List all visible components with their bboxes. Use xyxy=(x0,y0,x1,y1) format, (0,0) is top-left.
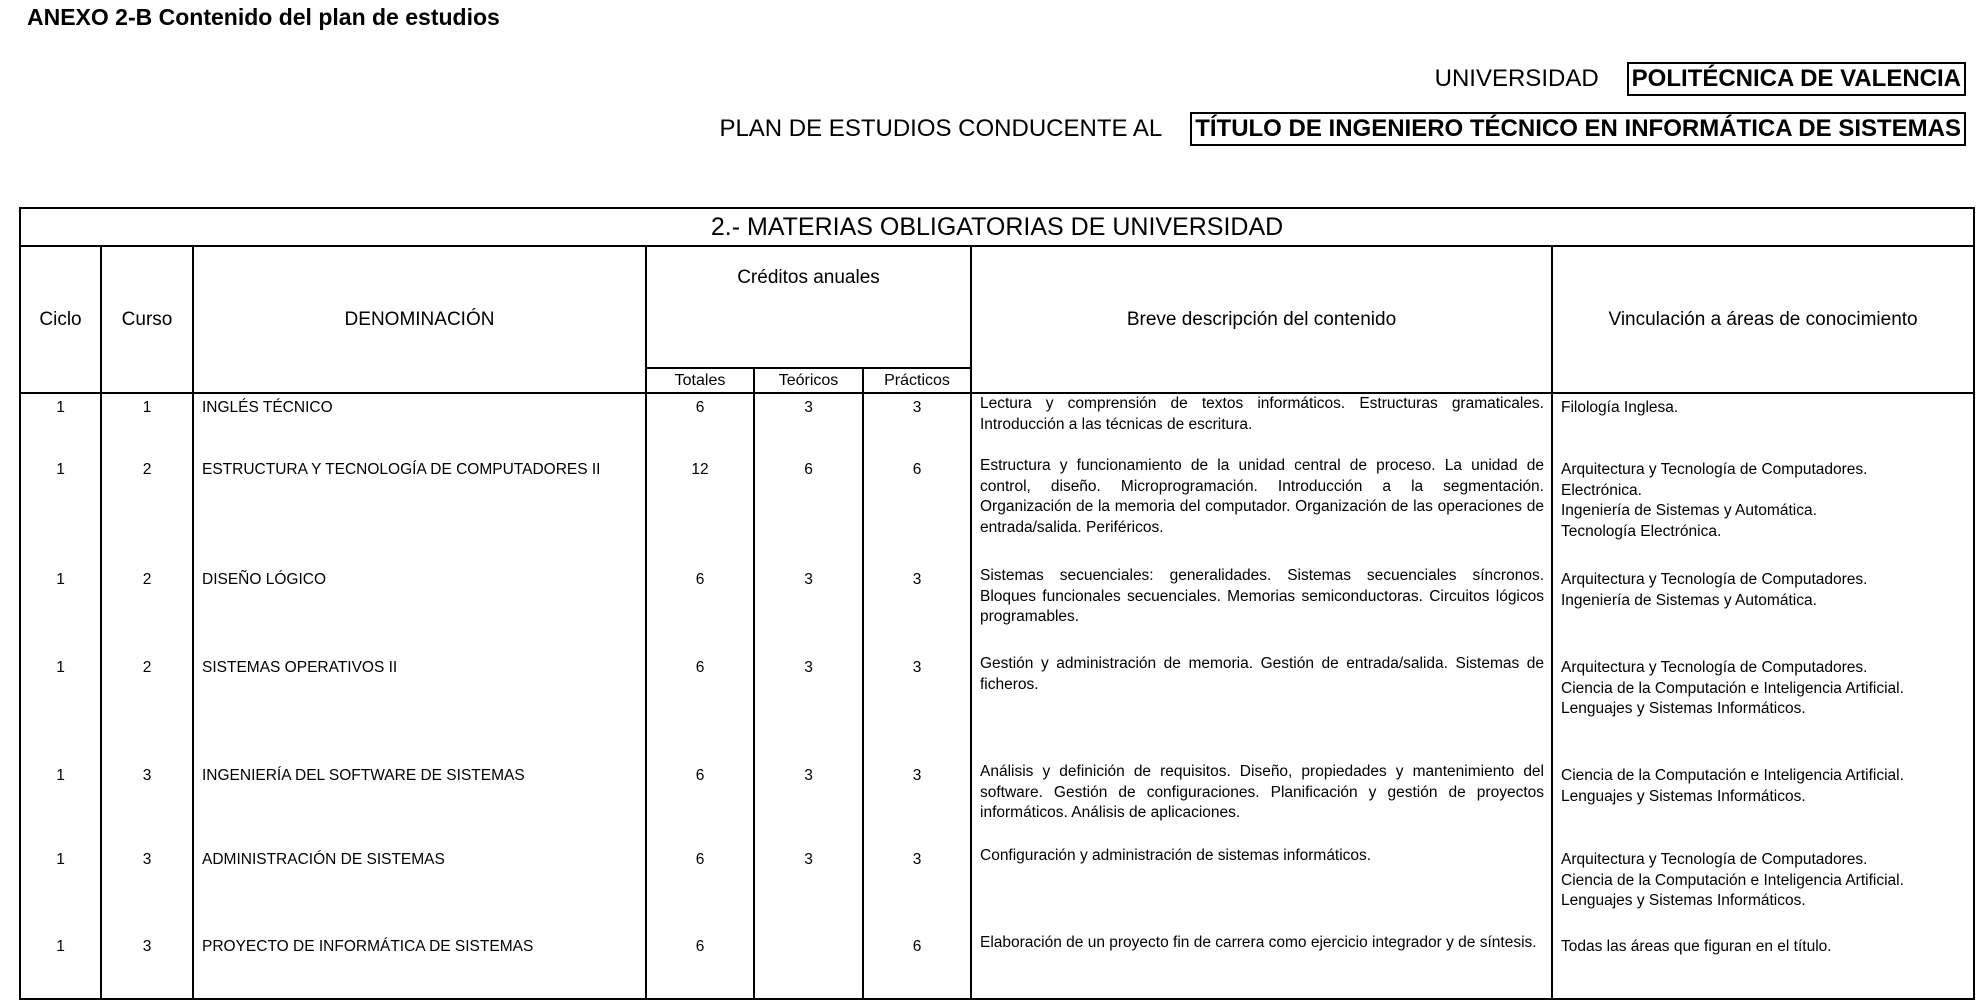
cell-totales: 6 xyxy=(646,846,754,933)
area-item: Lenguajes y Sistemas Informáticos. xyxy=(1561,700,1806,717)
cell-teoricos xyxy=(754,933,863,999)
cell-denominacion: SISTEMAS OPERATIVOS II xyxy=(193,654,646,762)
cell-denominacion: DISEÑO LÓGICO xyxy=(193,566,646,654)
cell-practicos: 3 xyxy=(863,762,971,846)
cell-descripcion: Sistemas secuenciales: generalidades. Sistemas secuenciales síncronos. Bloques funcionales secuenciales. Memorias semiconductoras. Circuitos lógicos programables. xyxy=(971,566,1552,654)
plan-label: PLAN DE ESTUDIOS CONDUCENTE AL xyxy=(719,115,1163,142)
plan-title: TÍTULO DE INGENIERO TÉCNICO EN INFORMÁTICA DE SISTEMAS xyxy=(1190,112,1966,146)
area-item: Arquitectura y Tecnología de Computadores. xyxy=(1561,851,1868,868)
cell-curso: 2 xyxy=(101,456,193,566)
col-vinculacion: Vinculación a áreas de conocimiento xyxy=(1552,246,1974,393)
cell-totales: 12 xyxy=(646,456,754,566)
cell-areas xyxy=(1552,846,1974,933)
cell-practicos: 3 xyxy=(863,566,971,654)
cell-descripcion: Estructura y funcionamiento de la unidad central de proceso. La unidad de control, diseño. Microprogramación. Introducción a la segmentación. Organización de la memoria del computador. Organización de las operaciones de entrada/salida. Periféricos. xyxy=(971,456,1552,566)
cell-ciclo: 1 xyxy=(20,933,101,999)
cell-ciclo: 1 xyxy=(20,456,101,566)
area-item: Electrónica. xyxy=(1561,481,1642,499)
area-item: Arquitectura y Tecnología de Computadores. xyxy=(1561,571,1868,588)
cell-practicos: 3 xyxy=(863,654,971,762)
table-row xyxy=(20,654,1974,762)
cell-ciclo: 1 xyxy=(20,566,101,654)
cell-practicos: 3 xyxy=(863,846,971,933)
cell-teoricos: 3 xyxy=(754,846,863,933)
area-item: Lenguajes y Sistemas Informáticos. xyxy=(1561,892,1806,909)
col-ciclo: Ciclo xyxy=(20,246,101,393)
cell-areas xyxy=(1552,762,1974,846)
cell-totales: 6 xyxy=(646,566,754,654)
cell-practicos: 6 xyxy=(863,933,971,999)
cell-curso: 3 xyxy=(101,762,193,846)
university-label: UNIVERSIDAD xyxy=(1434,65,1599,92)
cell-areas xyxy=(1552,456,1974,566)
table-row xyxy=(20,846,1974,933)
cell-denominacion: INGENIERÍA DEL SOFTWARE DE SISTEMAS xyxy=(193,762,646,846)
table-title: 2.- MATERIAS OBLIGATORIAS DE UNIVERSIDAD xyxy=(20,208,1974,246)
cell-denominacion: INGLÉS TÉCNICO xyxy=(193,393,646,456)
cell-practicos: 6 xyxy=(863,456,971,566)
cell-teoricos: 3 xyxy=(754,566,863,654)
subjects-table xyxy=(19,207,1975,1000)
cell-practicos: 3 xyxy=(863,393,971,456)
cell-descripcion: Gestión y administración de memoria. Gestión de entrada/salida. Sistemas de ficheros. xyxy=(971,654,1552,762)
area-item: Arquitectura y Tecnología de Computadores. xyxy=(1561,461,1868,478)
area-item: Ingeniería de Sistemas y Automática. xyxy=(1561,591,1817,609)
university-name: POLITÉCNICA DE VALENCIA xyxy=(1627,62,1966,96)
cell-teoricos: 6 xyxy=(754,456,863,566)
cell-teoricos: 3 xyxy=(754,393,863,456)
cell-ciclo: 1 xyxy=(20,393,101,456)
cell-teoricos: 3 xyxy=(754,654,863,762)
area-item: Tecnología Electrónica. xyxy=(1561,522,1722,540)
table-row xyxy=(20,393,1974,456)
cell-areas xyxy=(1552,566,1974,654)
cell-curso: 2 xyxy=(101,566,193,654)
table-row xyxy=(20,456,1974,566)
university-line xyxy=(1435,62,1966,96)
cell-descripcion: Configuración y administración de sistemas informáticos. xyxy=(971,846,1552,933)
col-descripcion: Breve descripción del contenido xyxy=(971,246,1552,393)
cell-curso: 1 xyxy=(101,393,193,456)
cell-denominacion: PROYECTO DE INFORMÁTICA DE SISTEMAS xyxy=(193,933,646,999)
cell-descripcion: Elaboración de un proyecto fin de carrera como ejercicio integrador y de síntesis. xyxy=(971,933,1552,999)
table-row xyxy=(20,566,1974,654)
area-item: Ciencia de la Computación e Inteligencia Artificial. xyxy=(1561,871,1904,889)
table-row xyxy=(20,933,1974,999)
col-creditos: Créditos anuales xyxy=(646,246,971,368)
area-item: Ingeniería de Sistemas y Automática. xyxy=(1561,502,1817,519)
col-curso: Curso xyxy=(101,246,193,393)
cell-denominacion: ADMINISTRACIÓN DE SISTEMAS xyxy=(193,846,646,933)
table-row xyxy=(20,762,1974,846)
cell-areas xyxy=(1552,393,1974,456)
cell-ciclo: 1 xyxy=(20,762,101,846)
cell-ciclo: 1 xyxy=(20,654,101,762)
cell-descripcion: Lectura y comprensión de textos informáticos. Estructuras gramaticales. Introducción a las técnicas de escritura. xyxy=(971,393,1552,456)
annex-title: ANEXO 2-B Contenido del plan de estudios xyxy=(27,4,500,30)
cell-curso: 2 xyxy=(101,654,193,762)
col-practicos: Prácticos xyxy=(863,368,971,393)
area-item: Lenguajes y Sistemas Informáticos. xyxy=(1561,787,1806,805)
col-denominacion: DENOMINACIÓN xyxy=(193,246,646,393)
area-item: Ciencia de la Computación e Inteligencia Artificial. xyxy=(1561,679,1904,697)
area-item: Arquitectura y Tecnología de Computadores. xyxy=(1561,659,1868,676)
cell-ciclo: 1 xyxy=(20,846,101,933)
cell-curso: 3 xyxy=(101,846,193,933)
plan-line xyxy=(719,112,1966,146)
cell-areas xyxy=(1552,933,1974,999)
cell-descripcion: Análisis y definición de requisitos. Diseño, propiedades y mantenimiento del software. Gestión de configuraciones. Planificación y gestión de proyectos informáticos. Análisis de aplicaciones. xyxy=(971,762,1552,846)
cell-denominacion: ESTRUCTURA Y TECNOLOGÍA DE COMPUTADORES II xyxy=(193,456,646,566)
cell-curso: 3 xyxy=(101,933,193,999)
cell-totales: 6 xyxy=(646,933,754,999)
cell-totales: 6 xyxy=(646,654,754,762)
area-item: Ciencia de la Computación e Inteligencia Artificial. xyxy=(1561,767,1904,784)
area-item: Todas las áreas que figuran en el título. xyxy=(1561,938,1832,955)
area-item: Filología Inglesa. xyxy=(1561,399,1679,416)
col-totales: Totales xyxy=(646,368,754,393)
cell-totales: 6 xyxy=(646,393,754,456)
col-teoricos: Teóricos xyxy=(754,368,863,393)
cell-areas xyxy=(1552,654,1974,762)
cell-totales: 6 xyxy=(646,762,754,846)
cell-teoricos: 3 xyxy=(754,762,863,846)
